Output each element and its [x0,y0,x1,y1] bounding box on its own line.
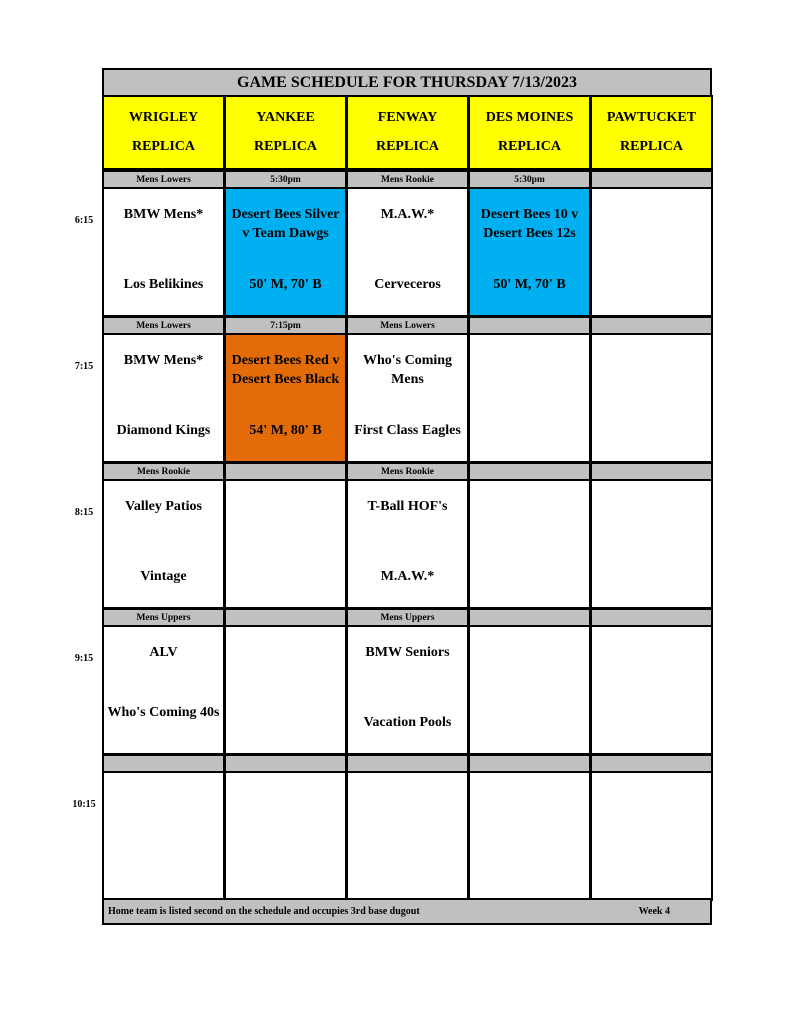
away-team: Desert Bees Red v Desert Bees Black [231,353,340,387]
away-team: BMW Mens* [123,207,204,222]
field-header-0 [102,95,225,170]
game-cell [102,187,225,317]
game-cell [346,187,469,317]
field-subtitle: REPLICA [253,139,317,155]
home-team: M.A.W.* [380,569,435,584]
time-label-4: 10:15 [72,799,96,810]
time-label-2: 8:15 [74,507,94,518]
division-label: Mens Rookie [136,466,191,477]
game-cell [468,333,591,463]
game-cell [346,333,469,463]
schedule-title-text: GAME SCHEDULE FOR THURSDAY 7/13/2023 [237,73,577,91]
division-label: Mens Lowers [380,320,435,331]
division-label: 7:15pm [270,320,301,331]
away-team: Valley Patios [125,499,202,514]
division-label: Mens Uppers [380,612,435,623]
schedule-footer [102,898,712,925]
game-cell [590,771,713,901]
away-team: M.A.W.* [380,207,435,222]
game-cell [102,479,225,609]
field-name: FENWAY [377,109,438,125]
footer-note: Home team is listed second on the schedule and occupies 3rd base dugout [108,906,420,917]
time-label-3: 9:15 [74,653,94,664]
game-cell [102,333,225,463]
time-label-1: 7:15 [74,361,94,372]
away-team: T-Ball HOF's [367,499,448,514]
field-name: YANKEE [256,109,315,125]
game-cell [346,771,469,901]
game-cell [224,333,347,463]
field-header-2 [346,95,469,170]
game-cell [590,479,713,609]
game-cell [590,333,713,463]
field-header-3 [468,95,591,170]
game-cell [468,479,591,609]
home-team: 50' M, 70' B [249,277,322,292]
game-cell [346,625,469,755]
field-name: WRIGLEY [128,109,199,125]
division-label: 5:30pm [514,174,545,185]
game-cell [590,187,713,317]
away-team: BMW Seniors [365,645,450,660]
home-team: Vacation Pools [363,715,452,730]
division-label: 5:30pm [270,174,301,185]
game-cell [346,479,469,609]
game-cell [224,771,347,901]
game-cell [468,187,591,317]
home-team: Los Belikines [123,277,204,292]
home-team: 50' M, 70' B [493,277,566,292]
home-team: First Class Eagles [354,423,461,438]
week-label: Week 4 [638,906,670,917]
home-team: Vintage [140,569,187,584]
division-label: Mens Lowers [136,174,191,185]
away-team: BMW Mens* [123,353,204,368]
game-cell [468,625,591,755]
division-label: Mens Lowers [136,320,191,331]
game-cell [102,625,225,755]
home-team: Who's Coming 40s [107,705,220,720]
game-cell [224,625,347,755]
division-label: Mens Rookie [380,466,435,477]
home-team: 54' M, 80' B [249,423,322,438]
home-team: Cerveceros [374,277,441,292]
field-subtitle: REPLICA [619,139,683,155]
away-team: ALV [149,645,178,660]
home-team: Diamond Kings [116,423,211,438]
field-header-1 [224,95,347,170]
division-label: Mens Uppers [136,612,191,623]
field-subtitle: REPLICA [497,139,561,155]
schedule-title [102,68,712,97]
game-cell [224,479,347,609]
division-label: Mens Rookie [380,174,435,185]
game-cell [224,187,347,317]
time-label-0: 6:15 [74,215,94,226]
game-cell [590,625,713,755]
field-name: DES MOINES [485,109,574,125]
away-team: Desert Bees 10 v Desert Bees 12s [480,207,579,241]
field-subtitle: REPLICA [131,139,195,155]
game-cell [468,771,591,901]
game-cell [102,771,225,901]
away-team: Who's Coming Mens [362,353,453,387]
away-team: Desert Bees Silver v Team Dawgs [231,207,340,241]
field-subtitle: REPLICA [375,139,439,155]
field-name: PAWTUCKET [606,109,697,125]
field-header-4 [590,95,713,170]
